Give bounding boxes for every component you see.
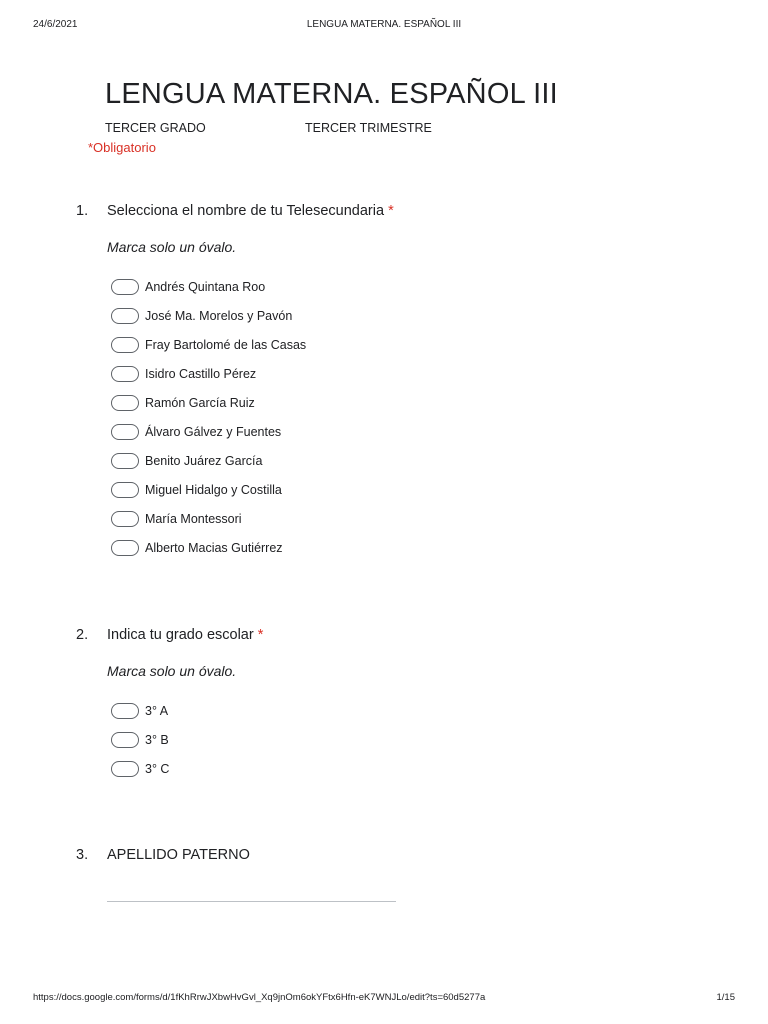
question-number: 3. <box>76 847 89 863</box>
radio-oval-icon[interactable] <box>111 732 139 748</box>
radio-option[interactable] <box>111 452 306 481</box>
radio-option[interactable] <box>111 365 306 394</box>
options-list <box>111 702 169 789</box>
radio-oval-icon[interactable] <box>111 424 139 440</box>
option-label: Alberto Macias Gutiérrez <box>145 541 283 555</box>
option-label: Ramón García Ruiz <box>145 396 255 410</box>
radio-option[interactable] <box>111 278 306 307</box>
question-title: Selecciona el nombre de tu Telesecundaria * <box>107 203 394 219</box>
print-doc-title: LENGUA MATERNA. ESPAÑOL III <box>306 19 462 30</box>
radio-option[interactable] <box>111 731 169 760</box>
option-label: Benito Juárez García <box>145 454 263 468</box>
radio-option[interactable] <box>111 423 306 452</box>
radio-oval-icon[interactable] <box>111 395 139 411</box>
radio-option[interactable] <box>111 539 306 568</box>
question-title: APELLIDO PATERNO <box>107 847 250 863</box>
radio-option[interactable] <box>111 510 306 539</box>
radio-oval-icon[interactable] <box>111 366 139 382</box>
question-hint: Marca solo un óvalo. <box>107 663 237 679</box>
print-date: 24/6/2021 <box>33 19 78 30</box>
radio-oval-icon[interactable] <box>111 540 139 556</box>
radio-option[interactable] <box>111 481 306 510</box>
radio-option[interactable] <box>111 336 306 365</box>
question-number: 2. <box>76 627 89 643</box>
question-hint: Marca solo un óvalo. <box>107 239 237 255</box>
radio-oval-icon[interactable] <box>111 337 139 353</box>
question-title: Indica tu grado escolar * <box>107 627 264 643</box>
print-url: https://docs.google.com/forms/d/1fKhRrwJXbwHvGvl_Xq9jnOm6okYFtx6Hfn-eK7WNJLo/edit?ts=60d5277a <box>33 992 486 1003</box>
option-label: 3° C <box>145 762 170 776</box>
page-number: 1/15 <box>716 992 735 1003</box>
radio-option[interactable] <box>111 307 306 336</box>
option-label: Miguel Hidalgo y Costilla <box>145 483 282 497</box>
radio-oval-icon[interactable] <box>111 308 139 324</box>
option-label: José Ma. Morelos y Pavón <box>145 309 293 323</box>
radio-oval-icon[interactable] <box>111 703 139 719</box>
option-label: Isidro Castillo Pérez <box>145 367 257 381</box>
radio-oval-icon[interactable] <box>111 279 139 295</box>
option-label: 3° B <box>145 733 169 747</box>
radio-option[interactable] <box>111 760 169 789</box>
radio-option[interactable] <box>111 702 169 731</box>
text-answer-input[interactable] <box>107 901 396 902</box>
radio-option[interactable] <box>111 394 306 423</box>
form-term: TERCER TRIMESTRE <box>305 121 432 135</box>
radio-oval-icon[interactable] <box>111 511 139 527</box>
option-label: Fray Bartolomé de las Casas <box>145 338 307 352</box>
radio-oval-icon[interactable] <box>111 761 139 777</box>
form-title: LENGUA MATERNA. ESPAÑOL III <box>105 78 558 110</box>
required-asterisk: * <box>388 203 394 219</box>
required-asterisk: * <box>257 627 264 643</box>
question-number: 1. <box>76 203 89 219</box>
option-label: Andrés Quintana Roo <box>145 280 266 294</box>
required-note: *Obligatorio <box>88 140 156 155</box>
radio-oval-icon[interactable] <box>111 482 139 498</box>
radio-oval-icon[interactable] <box>111 453 139 469</box>
print-header <box>0 0 768 40</box>
options-list <box>111 278 306 568</box>
form-grade: TERCER GRADO <box>105 121 206 135</box>
option-label: María Montessori <box>145 512 242 526</box>
option-label: Álvaro Gálvez y Fuentes <box>145 425 282 439</box>
option-label: 3° A <box>145 704 169 718</box>
